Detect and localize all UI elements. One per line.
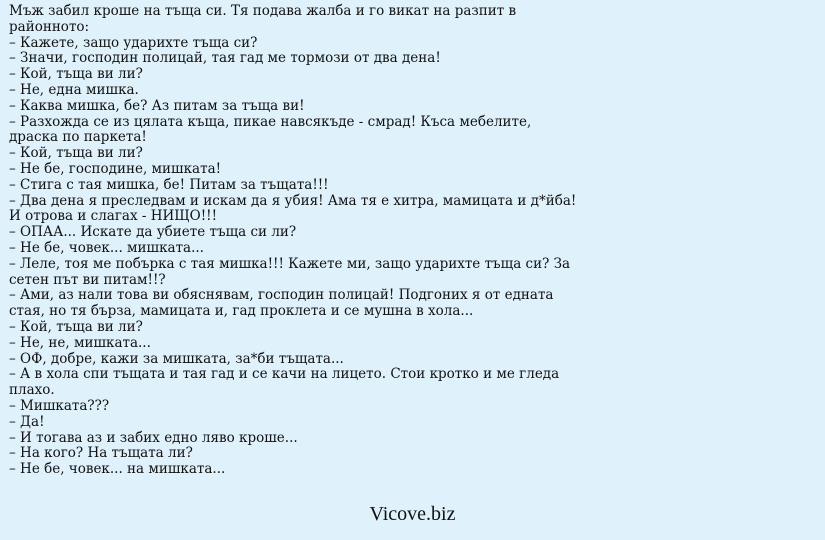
joke-line: – Каква мишка, бе? Аз питам за тъща ви! (9, 97, 305, 114)
joke-line: – На кого? На тъщата ли? (9, 445, 193, 462)
joke-line: – Кой, тъща ви ли? (9, 318, 143, 335)
joke-line: – Разхожда се из цялата къща, пикае навсякъде - смрад! Къса мебелите, драска по паркета! (9, 113, 532, 146)
site-watermark: Vicove.biz (369, 503, 456, 525)
joke-line: – Не бе, човек... мишката... (9, 239, 204, 256)
joke-line: – Два дена я преследвам и искам да я убия! Ама тя е хитра, мамицата и д*йба!И отрова и слагах - НИЩО!!! (9, 192, 577, 225)
joke-line: – ОФ, добре, кажи за мишката, за*би тъщата... (9, 350, 344, 367)
joke-line: – Не, не, мишката... (9, 334, 151, 351)
joke-line: – И тогава аз и забих едно ляво кроше... (9, 429, 298, 446)
joke-line: – А в хола спи тъщата и тая гад и се качи на лицето. Стои кротко и ме гледа плахо. (9, 366, 560, 399)
joke-line: – Кой, тъща ви ли? (9, 145, 143, 162)
joke-line: – Кажете, защо ударихте тъща си? (9, 34, 258, 51)
joke-line: – Не бе, човек... на мишката... (9, 461, 226, 478)
joke-line: – ОПАА... Искате да убиете тъща си ли? (9, 224, 297, 241)
joke-line: – Значи, господин полицай, тая гад ме тормози от два дена! (9, 50, 441, 67)
joke-line: – Да! (9, 413, 45, 430)
joke-line: – Ами, аз нали това ви обяснявам, господин полицай! Подгоних я от едната стая, но тя бърза, мамицата и, гад проклета и се мушна в хола... (9, 287, 554, 320)
joke-line: – Не бе, господине, мишката! (9, 160, 222, 177)
joke-line: Мъж забил кроше на тъща си. Тя подава жалба и го викат на разпит в районното: (9, 3, 517, 35)
joke-line: – Леле, тоя ме побърка с тая мишка!!! Кажете ми, защо ударихте тъща си? За сетен път ви питам!!? (9, 255, 571, 288)
joke-line: – Стига с тая мишка, бе! Питам за тъщата!!! (9, 176, 329, 193)
joke-line: – Не, една мишка. (9, 81, 139, 98)
joke-line: – Кой, тъща ви ли? (9, 66, 143, 83)
joke-text (9, 4, 584, 478)
joke-line: – Мишката??? (9, 397, 110, 414)
